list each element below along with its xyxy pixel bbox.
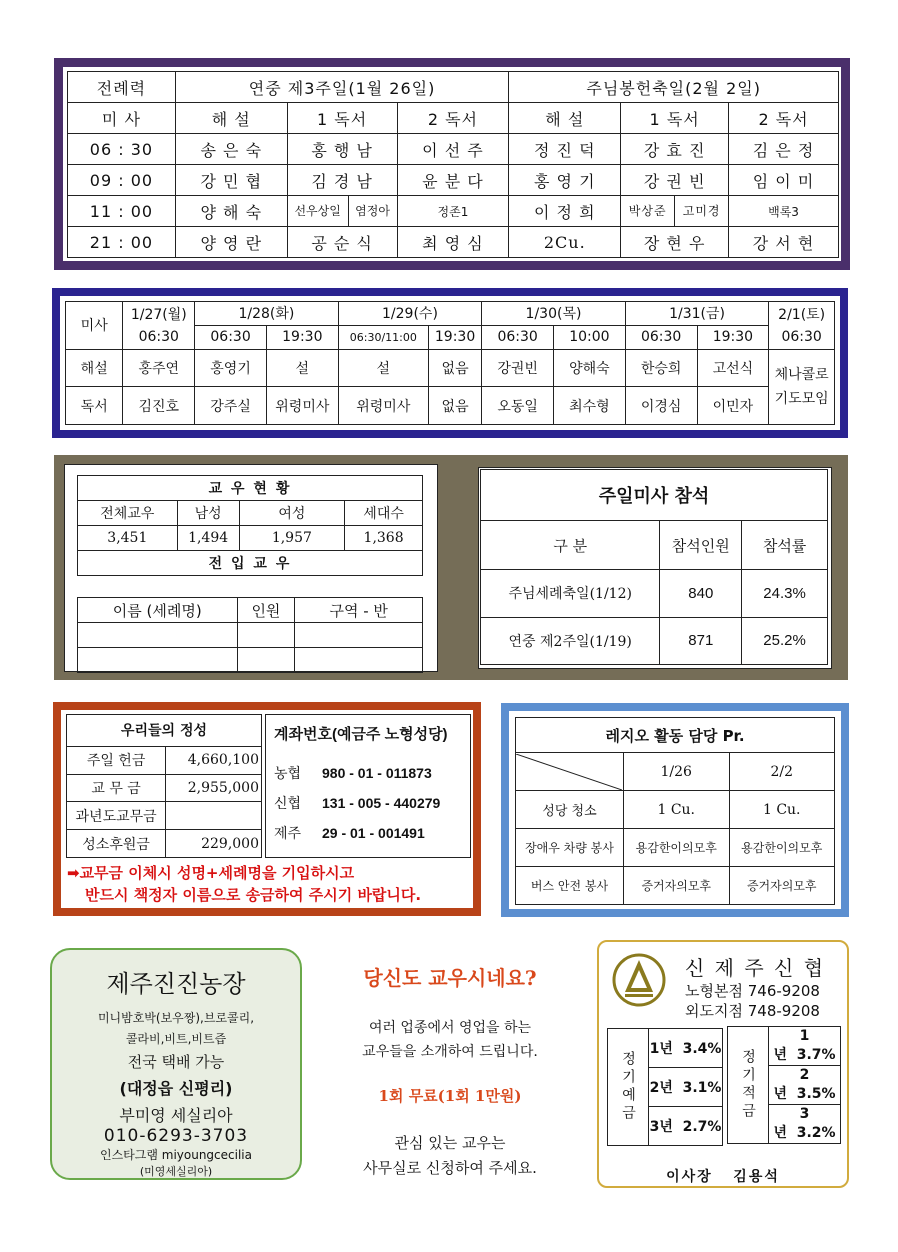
cell: 박상준 xyxy=(621,196,675,226)
cell: 정 진 덕 xyxy=(509,134,621,165)
table-row xyxy=(68,134,839,165)
cell: 840 xyxy=(660,570,742,618)
branch: 외도지점 748-9208 xyxy=(685,1002,820,1020)
sunday-schedule-table xyxy=(67,71,839,258)
cell: 최수형 xyxy=(554,387,626,425)
cell: 강 서 현 xyxy=(729,227,839,258)
weekday-schedule-table xyxy=(65,301,835,425)
cell: 위령미사 xyxy=(266,387,338,425)
branch: 노형본점 746-9208 xyxy=(685,982,820,1000)
notice-line: ➡교무금 이체시 성명+세례명을 기입하시고 xyxy=(67,864,355,882)
cell: 증거자의모후 xyxy=(729,867,835,905)
sunday1-title: 연중 제3주일(1월 26일) xyxy=(175,72,509,103)
col-header: 해 설 xyxy=(509,103,621,134)
cell: 1,368 xyxy=(345,526,423,551)
col-header: 1 독서 xyxy=(621,103,729,134)
cell: 김 은 정 xyxy=(729,134,839,165)
cell: 최 영 심 xyxy=(397,227,509,258)
farm-shipping: 전국 택배 가능 xyxy=(127,1053,225,1071)
time-cell: 10:00 xyxy=(554,325,626,349)
date-cell: 1/30(목) xyxy=(482,302,626,326)
col-header: 남성 xyxy=(177,501,239,526)
time-cell: 06:30 xyxy=(123,325,195,349)
empty-cell xyxy=(295,648,423,673)
time-cell: 06:30 xyxy=(195,325,267,349)
table-row xyxy=(68,227,839,258)
cell xyxy=(166,802,262,830)
cell: 용감한이의모후 xyxy=(623,829,729,867)
offering-table xyxy=(66,714,262,858)
legio-table xyxy=(515,717,835,905)
cell: 교 무 금 xyxy=(67,774,166,802)
cell: 이경심 xyxy=(625,387,697,425)
date-cell: 1/31(금) xyxy=(625,302,769,326)
date-cell: 1/28(화) xyxy=(195,302,339,326)
cell: 강주실 xyxy=(195,387,267,425)
liturgy-label: 전례력 xyxy=(68,72,176,103)
rate: 3.1% xyxy=(682,1080,722,1096)
farm-location: (대정읍 신평리) xyxy=(119,1079,233,1098)
ad-text: 관심 있는 교우는 xyxy=(394,1134,506,1152)
offering-title: 우리들의 정성 xyxy=(67,715,262,747)
table-row xyxy=(68,196,839,227)
cell: 25.2% xyxy=(742,617,828,665)
cell: 김 경 남 xyxy=(287,165,397,196)
credit-union-ad xyxy=(597,940,849,1188)
ad-text: 사무실로 신청하여 주세요. xyxy=(363,1159,537,1177)
credit-union-logo xyxy=(611,952,667,1008)
col-header: 구역 - 반 xyxy=(295,598,423,623)
attendance-title: 주일미사 참석 xyxy=(481,470,828,521)
col-header: 해 설 xyxy=(175,103,287,134)
term: 3년 xyxy=(649,1119,673,1135)
saturday-event: 체나콜로 기도모임 xyxy=(769,349,835,424)
term: 1년 xyxy=(649,1041,673,1057)
account-number: 980 - 01 - 011873 xyxy=(322,765,432,781)
col-header: 2 독서 xyxy=(729,103,839,134)
split-cell xyxy=(287,196,397,227)
cell: 성소후원금 xyxy=(67,830,166,858)
rate: 2.7% xyxy=(682,1119,722,1135)
cell: 버스 안전 봉사 xyxy=(516,867,624,905)
cell: 윤 분 다 xyxy=(397,165,509,196)
account-box xyxy=(265,714,471,858)
cell: 2Cu. xyxy=(509,227,621,258)
sunday-schedule-panel xyxy=(54,58,850,270)
account-number: 29 - 01 - 001491 xyxy=(322,825,425,841)
ad-text: 여러 업종에서 영업을 하는 xyxy=(368,1020,532,1036)
term: 2년 xyxy=(649,1080,673,1096)
deposit-rate-table xyxy=(607,1028,723,1146)
cell: 강 효 진 xyxy=(621,134,729,165)
cell: 없음 xyxy=(428,387,481,425)
cell: 염정아 xyxy=(355,204,390,218)
term: 2년 xyxy=(773,1067,810,1102)
commentary-label: 해설 xyxy=(66,349,123,387)
farm-instagram-sub: (미영세실리아) xyxy=(139,1165,213,1178)
mass-label: 미 사 xyxy=(68,103,176,134)
time-cell: 06:30 xyxy=(482,325,554,349)
col-header: 2/2 xyxy=(729,753,835,791)
stats-panel xyxy=(54,455,848,680)
table-row xyxy=(68,165,839,196)
account-row xyxy=(274,788,470,818)
col-header: 이름 (세례명) xyxy=(78,598,238,623)
empty-cell xyxy=(237,623,295,648)
rate-cell xyxy=(769,1027,841,1066)
cell: 설 xyxy=(338,349,428,387)
time-cell: 19:30 xyxy=(697,325,769,349)
cell: 공 순 식 xyxy=(287,227,397,258)
col-header: 1 독서 xyxy=(287,103,397,134)
reading-label: 독서 xyxy=(66,387,123,425)
split-cell xyxy=(621,196,729,227)
account-row xyxy=(274,758,470,788)
rate: 3.2% xyxy=(796,1125,836,1141)
cell: 강 권 빈 xyxy=(621,165,729,196)
cell: 증거자의모후 xyxy=(623,867,729,905)
account-title: 계좌번호(예금주 노형성당) xyxy=(274,726,448,743)
cell: 한승희 xyxy=(625,349,697,387)
cell: 홍영기 xyxy=(195,349,267,387)
farm-phone: 010-6293-3703 xyxy=(103,1126,249,1146)
time-cell: 06 : 30 xyxy=(68,134,176,165)
ad-text: 교우들을 소개하여 드립니다. xyxy=(362,1044,538,1060)
cell: 1 Cu. xyxy=(729,791,835,829)
rate: 3.7% xyxy=(796,1047,836,1063)
cell: 홍 영 기 xyxy=(509,165,621,196)
cell: 1,957 xyxy=(239,526,345,551)
cell: 설 xyxy=(266,349,338,387)
time-cell: 06:30 xyxy=(769,325,835,349)
col-header: 2 독서 xyxy=(397,103,509,134)
ad-price: 1회 무료(1회 1만원) xyxy=(378,1087,522,1105)
farm-name: 제주진진농장 xyxy=(106,970,246,998)
cell: 김진호 xyxy=(123,387,195,425)
col-header: 인원 xyxy=(237,598,295,623)
cell: 4,660,100 xyxy=(166,746,262,774)
date-cell: 2/1(토) xyxy=(769,302,835,326)
cell: 고선식 xyxy=(697,349,769,387)
sunday2-title: 주님봉헌축일(2월 2일) xyxy=(509,72,839,103)
cell: 강권빈 xyxy=(482,349,554,387)
newcomers-title: 전 입 교 우 xyxy=(78,551,423,576)
bank-name: 제주 xyxy=(274,825,302,841)
legio-panel xyxy=(501,703,849,917)
credit-union-name: 신 제 주 신 협 xyxy=(685,956,826,980)
account-number: 131 - 005 - 440279 xyxy=(322,795,441,811)
offering-notice xyxy=(67,862,479,906)
date-cell: 1/27(월) xyxy=(123,302,195,326)
col-header: 전체교우 xyxy=(78,501,178,526)
empty-cell xyxy=(78,648,238,673)
date-cell: 1/29(수) xyxy=(338,302,482,326)
term: 3년 xyxy=(773,1106,810,1141)
col-header: 구 분 xyxy=(481,521,660,570)
col-header: 세대수 xyxy=(345,501,423,526)
cell: 과년도교무금 xyxy=(67,802,166,830)
cell: 이 정 희 xyxy=(509,196,621,227)
cell: 2,955,000 xyxy=(166,774,262,802)
time-cell: 21 : 00 xyxy=(68,227,176,258)
cell: 장애우 차량 봉사 xyxy=(516,829,624,867)
notice-line: 반드시 책정자 이름으로 송금하여 주시기 바랍니다. xyxy=(85,886,422,904)
attendance-table xyxy=(480,469,828,665)
cell: 양 영 란 xyxy=(175,227,287,258)
cell: 홍 행 남 xyxy=(287,134,397,165)
rate: 3.4% xyxy=(682,1041,722,1057)
savings-label: 정기적금 xyxy=(728,1027,769,1144)
weekday-schedule-panel xyxy=(52,288,848,438)
cell: 용감한이의모후 xyxy=(729,829,835,867)
ad-title: 당신도 교우시네요? xyxy=(363,966,537,990)
empty-cell xyxy=(295,623,423,648)
cell: 1,494 xyxy=(177,526,239,551)
chairman: 이사장 김용석 xyxy=(666,1169,780,1185)
cell: 871 xyxy=(660,617,742,665)
deposit-label: 정기예금 xyxy=(608,1029,649,1146)
empty-cell xyxy=(78,623,238,648)
cell: 장 현 우 xyxy=(621,227,729,258)
time-cell: 19:30 xyxy=(428,325,481,349)
time-cell: 06:30 xyxy=(625,325,697,349)
term: 1년 xyxy=(773,1028,810,1063)
diagonal-line xyxy=(516,754,622,790)
cell: 24.3% xyxy=(742,570,828,618)
cell: 송 은 숙 xyxy=(175,134,287,165)
savings-rate-table xyxy=(727,1026,841,1144)
attendance-card xyxy=(478,467,832,669)
bank-name: 농협 xyxy=(274,765,302,781)
cell: 백록3 xyxy=(729,196,839,227)
farm-instagram: 인스타그램 miyoungcecilia xyxy=(99,1148,252,1162)
cell: 이 선 주 xyxy=(397,134,509,165)
diagonal-cell xyxy=(516,753,624,791)
col-header: 참석률 xyxy=(742,521,828,570)
cell: 양해숙 xyxy=(554,349,626,387)
parishioners-table xyxy=(77,475,423,576)
cell: 고미경 xyxy=(682,204,721,218)
col-header: 여성 xyxy=(239,501,345,526)
cell: 홍주연 xyxy=(123,349,195,387)
offering-panel xyxy=(53,702,481,916)
time-cell: 09 : 00 xyxy=(68,165,176,196)
rate: 3.5% xyxy=(796,1086,836,1102)
cell: 229,000 xyxy=(166,830,262,858)
cell: 정존1 xyxy=(397,196,509,227)
col-header: 1/26 xyxy=(623,753,729,791)
bank-name: 신협 xyxy=(274,795,302,811)
parishioner-business-ad xyxy=(312,948,588,1180)
cell: 주님세례축일(1/12) xyxy=(481,570,660,618)
mass-label: 미사 xyxy=(66,302,123,350)
cell: 3,451 xyxy=(78,526,178,551)
time-cell: 19:30 xyxy=(266,325,338,349)
cell: 1 Cu. xyxy=(623,791,729,829)
rate-cell xyxy=(649,1029,723,1068)
cell: 강 민 협 xyxy=(175,165,287,196)
cell: 임 이 미 xyxy=(729,165,839,196)
time-cell: 11 : 00 xyxy=(68,196,176,227)
cell: 위령미사 xyxy=(338,387,428,425)
legio-title: 레지오 활동 담당 Pr. xyxy=(516,718,835,753)
rate-cell xyxy=(769,1066,841,1105)
parishioners-title: 교 우 현 황 xyxy=(78,476,423,501)
empty-cell xyxy=(237,648,295,673)
cell: 오동일 xyxy=(482,387,554,425)
farm-ad xyxy=(50,948,302,1180)
cell: 이민자 xyxy=(697,387,769,425)
cell: 성당 청소 xyxy=(516,791,624,829)
cell: 양 해 숙 xyxy=(175,196,287,227)
parishioners-card xyxy=(64,464,438,672)
rate-cell xyxy=(649,1068,723,1107)
cell: 선우상일 xyxy=(288,196,349,226)
col-header: 참석인원 xyxy=(660,521,742,570)
rate-cell xyxy=(769,1105,841,1144)
cell: 주일 헌금 xyxy=(67,746,166,774)
farm-products: 미니밤호박(보우짱),브로콜리, xyxy=(97,1011,255,1025)
rate-cell xyxy=(649,1107,723,1146)
farm-owner: 부미영 세실리아 xyxy=(119,1106,233,1125)
cell: 없음 xyxy=(428,349,481,387)
newcomers-table xyxy=(77,597,423,673)
time-cell: 06:30/11:00 xyxy=(338,325,428,349)
farm-products: 콜라비,비트,비트즙 xyxy=(125,1032,227,1046)
cell: 연중 제2주일(1/19) xyxy=(481,617,660,665)
account-row xyxy=(274,818,470,848)
